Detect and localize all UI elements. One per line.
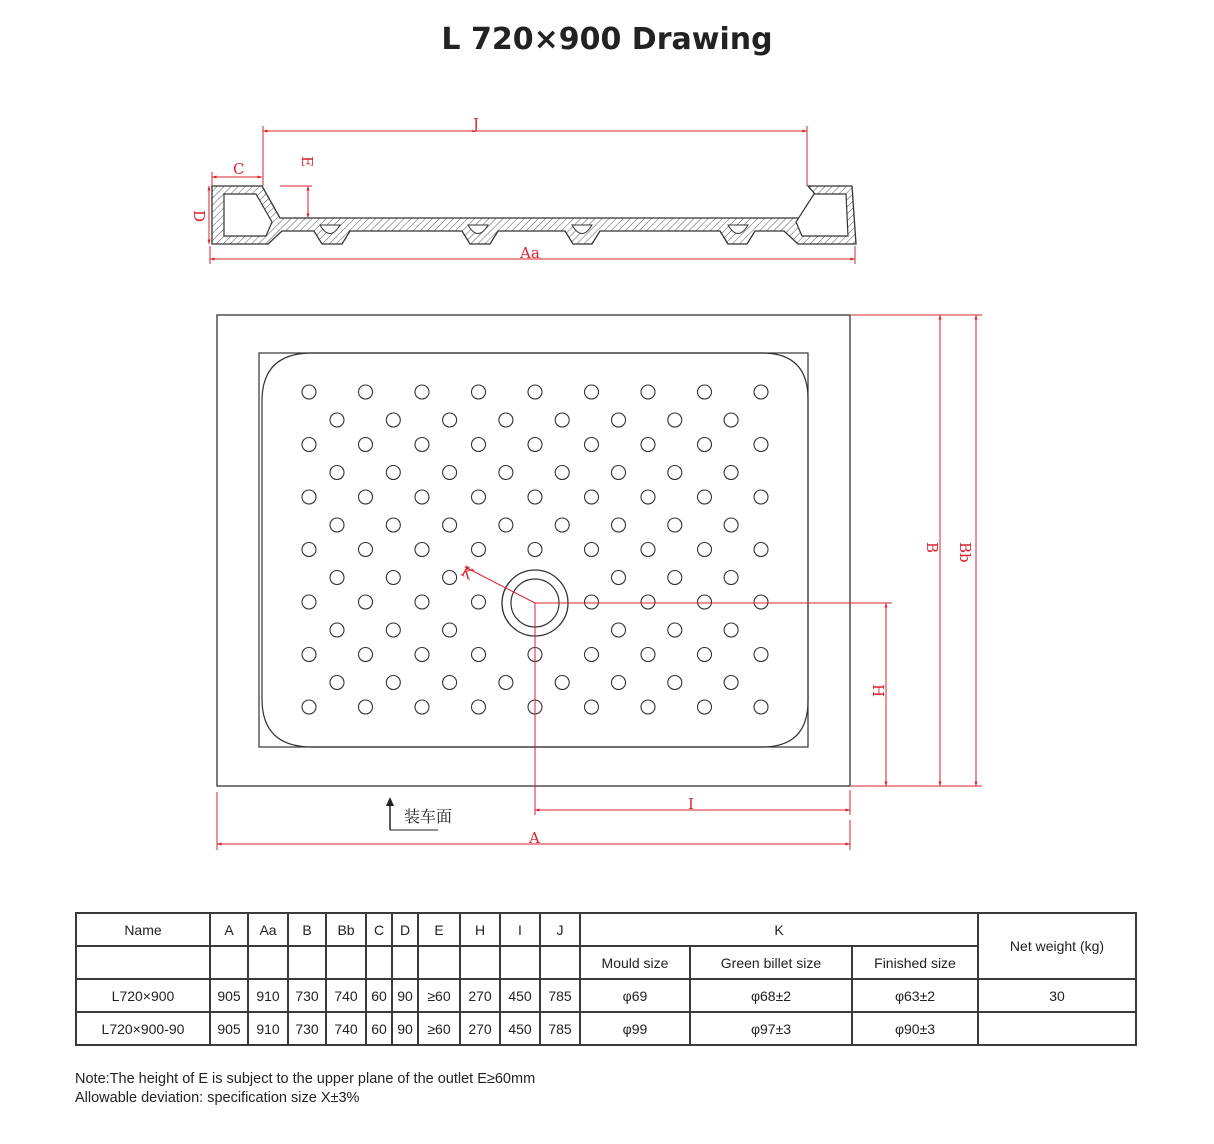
drain-hole [668,676,682,690]
drain-hole [386,676,400,690]
drain-hole [612,676,626,690]
drain-hole [641,543,655,557]
drain-hole [754,490,768,504]
drain-hole [302,595,316,609]
cell-green: φ97±3 [690,1012,852,1045]
drain-hole [386,571,400,585]
header-j: J [540,913,580,946]
drain-hole [724,676,738,690]
drain-hole [330,676,344,690]
drain-hole [386,466,400,480]
drain-hole [754,543,768,557]
note-line-2: Allowable deviation: specification size X±3% [75,1090,360,1106]
section-body [212,186,856,244]
drain-hole [612,413,626,427]
drain-hole [330,466,344,480]
dim-label-bb: Bb [956,542,974,563]
header-k: K [580,913,978,946]
header-name: Name [76,913,210,946]
drain-hole [641,385,655,399]
page-title: L 720×900 Drawing [441,22,773,57]
drain-hole [472,595,486,609]
drain-hole [443,676,457,690]
header-e: E [418,913,460,946]
cell-i: 450 [500,979,540,1012]
cell-h: 270 [460,979,500,1012]
drain-hole [668,623,682,637]
drain-hole [499,413,513,427]
drain-hole [754,438,768,452]
drain-hole [302,543,316,557]
cell-h: 270 [460,1012,500,1045]
drain-hole [359,648,373,662]
drain-hole [668,518,682,532]
cell-j: 785 [540,1012,580,1045]
cell-bb: 740 [326,979,366,1012]
drain-hole [724,413,738,427]
drain-hole [302,700,316,714]
drain-hole [612,623,626,637]
drain-hole [386,623,400,637]
drain-hole [472,490,486,504]
header-a: A [210,913,248,946]
drain-hole [585,543,599,557]
drain-hole [585,385,599,399]
cell-weight: 30 [978,979,1136,1012]
drain-hole [359,543,373,557]
drain-hole [528,385,542,399]
drain-hole [302,438,316,452]
header-c: C [366,913,392,946]
drain-hole [359,595,373,609]
header-d: D [392,913,418,946]
dim-label-i: I [688,795,694,813]
drain-hole [668,571,682,585]
drain-hole [698,385,712,399]
subheader-green-billet-size: Green billet size [690,946,852,979]
cell-finished: φ63±2 [852,979,978,1012]
drain-hole [724,518,738,532]
cell-aa: 910 [248,979,288,1012]
cell-a: 905 [210,1012,248,1045]
drain-hole [302,648,316,662]
drain-hole [698,438,712,452]
header-b: B [288,913,326,946]
drain-hole [724,623,738,637]
subheader-mould-size: Mould size [580,946,690,979]
drain-hole [330,623,344,637]
drain-hole [555,676,569,690]
header-aa: Aa [248,913,288,946]
drain-hole [585,595,599,609]
drain-hole [555,466,569,480]
drain-hole [415,438,429,452]
cell-green: φ68±2 [690,979,852,1012]
drain-hole [612,571,626,585]
drain-hole [443,466,457,480]
cell-aa: 910 [248,1012,288,1045]
drain-hole [359,490,373,504]
drain-hole [668,413,682,427]
cell-d: 90 [392,1012,418,1045]
drain-hole [641,700,655,714]
drain-hole [415,595,429,609]
cell-i: 450 [500,1012,540,1045]
dim-label-h: H [869,684,887,698]
drain-hole [415,543,429,557]
drain-hole [528,543,542,557]
cell-d: 90 [392,979,418,1012]
cell-a: 905 [210,979,248,1012]
drain-hole [641,648,655,662]
drain-hole [415,700,429,714]
dim-label-d: D [190,210,208,223]
drain-hole [472,648,486,662]
drain-hole [359,385,373,399]
cell-c: 60 [366,1012,392,1045]
cell-bb: 740 [326,1012,366,1045]
drain-hole [724,466,738,480]
drain-hole [359,438,373,452]
drain-hole [499,676,513,690]
drain-hole [698,543,712,557]
drain-hole [443,623,457,637]
drain-hole [698,700,712,714]
drain-hole [555,413,569,427]
header-net-weight: Net weight (kg) [978,913,1136,979]
drain-hole [330,571,344,585]
dim-label-c: C [233,160,245,178]
drain-hole [641,595,655,609]
drain-hole [612,466,626,480]
subheader-row [76,946,1136,979]
cell-mould: φ69 [580,979,690,1012]
up-arrow-icon [386,797,394,806]
header-i: I [500,913,540,946]
drain-hole [724,571,738,585]
drain-hole [528,490,542,504]
drain-hole [330,413,344,427]
drain-hole [443,571,457,585]
cell-weight [978,1012,1136,1045]
header-row [76,913,1136,946]
spec-table [75,912,1137,1046]
dim-label-b: B [923,542,941,554]
drain-hole [359,700,373,714]
drain-hole [641,438,655,452]
loading-face-label: 装车面 [404,807,453,826]
drain-hole [330,518,344,532]
dim-label-a: A [529,829,540,847]
drain-hole [555,518,569,532]
drain-hole [698,648,712,662]
drain-hole [585,648,599,662]
cell-j: 785 [540,979,580,1012]
drain-hole [698,595,712,609]
cell-b: 730 [288,979,326,1012]
drain-hole [472,385,486,399]
drain-hole [528,438,542,452]
cell-b: 730 [288,1012,326,1045]
header-bb: Bb [326,913,366,946]
drain-hole [472,543,486,557]
drain-hole [302,490,316,504]
note-line-1: Note:The height of E is subject to the upper plane of the outlet E≥60mm [75,1071,536,1087]
drain-hole [668,466,682,480]
drain-hole [754,385,768,399]
cell-mould: φ99 [580,1012,690,1045]
drain-hole [641,490,655,504]
drain-hole [754,700,768,714]
drain-hole [754,648,768,662]
drain-hole [499,518,513,532]
cell-c: 60 [366,979,392,1012]
header-h: H [460,913,500,946]
drain-hole [585,490,599,504]
plan-view [217,315,982,850]
right-cavity [796,194,848,236]
dim-label-j: J [473,115,480,133]
dim-label-aa: Aa [520,244,540,262]
drain-hole [585,438,599,452]
cell-finished: φ90±3 [852,1012,978,1045]
footnote [75,1070,535,1108]
drain-hole [612,518,626,532]
side-section-view [190,115,856,264]
drain-hole [415,648,429,662]
table-row [76,979,1136,1012]
drain-hole [415,385,429,399]
table-row [76,1012,1136,1045]
drain-hole [698,490,712,504]
drain-hole [585,700,599,714]
loading-face-marker [386,797,452,830]
drain-hole [443,518,457,532]
dim-label-e: E [298,156,316,167]
dim-label-k: K [457,562,477,584]
cell-name: L720×900 [76,979,210,1012]
drain-hole [415,490,429,504]
drain-hole [499,466,513,480]
drain-hole [472,700,486,714]
drain-hole [754,595,768,609]
cell-name: L720×900-90 [76,1012,210,1045]
drain-hole [302,385,316,399]
drain-hole [386,518,400,532]
drain-hole [386,413,400,427]
cell-e: ≥60 [418,1012,460,1045]
subheader-finished-size: Finished size [852,946,978,979]
drain-hole [472,438,486,452]
drain-hole [443,413,457,427]
cell-e: ≥60 [418,979,460,1012]
